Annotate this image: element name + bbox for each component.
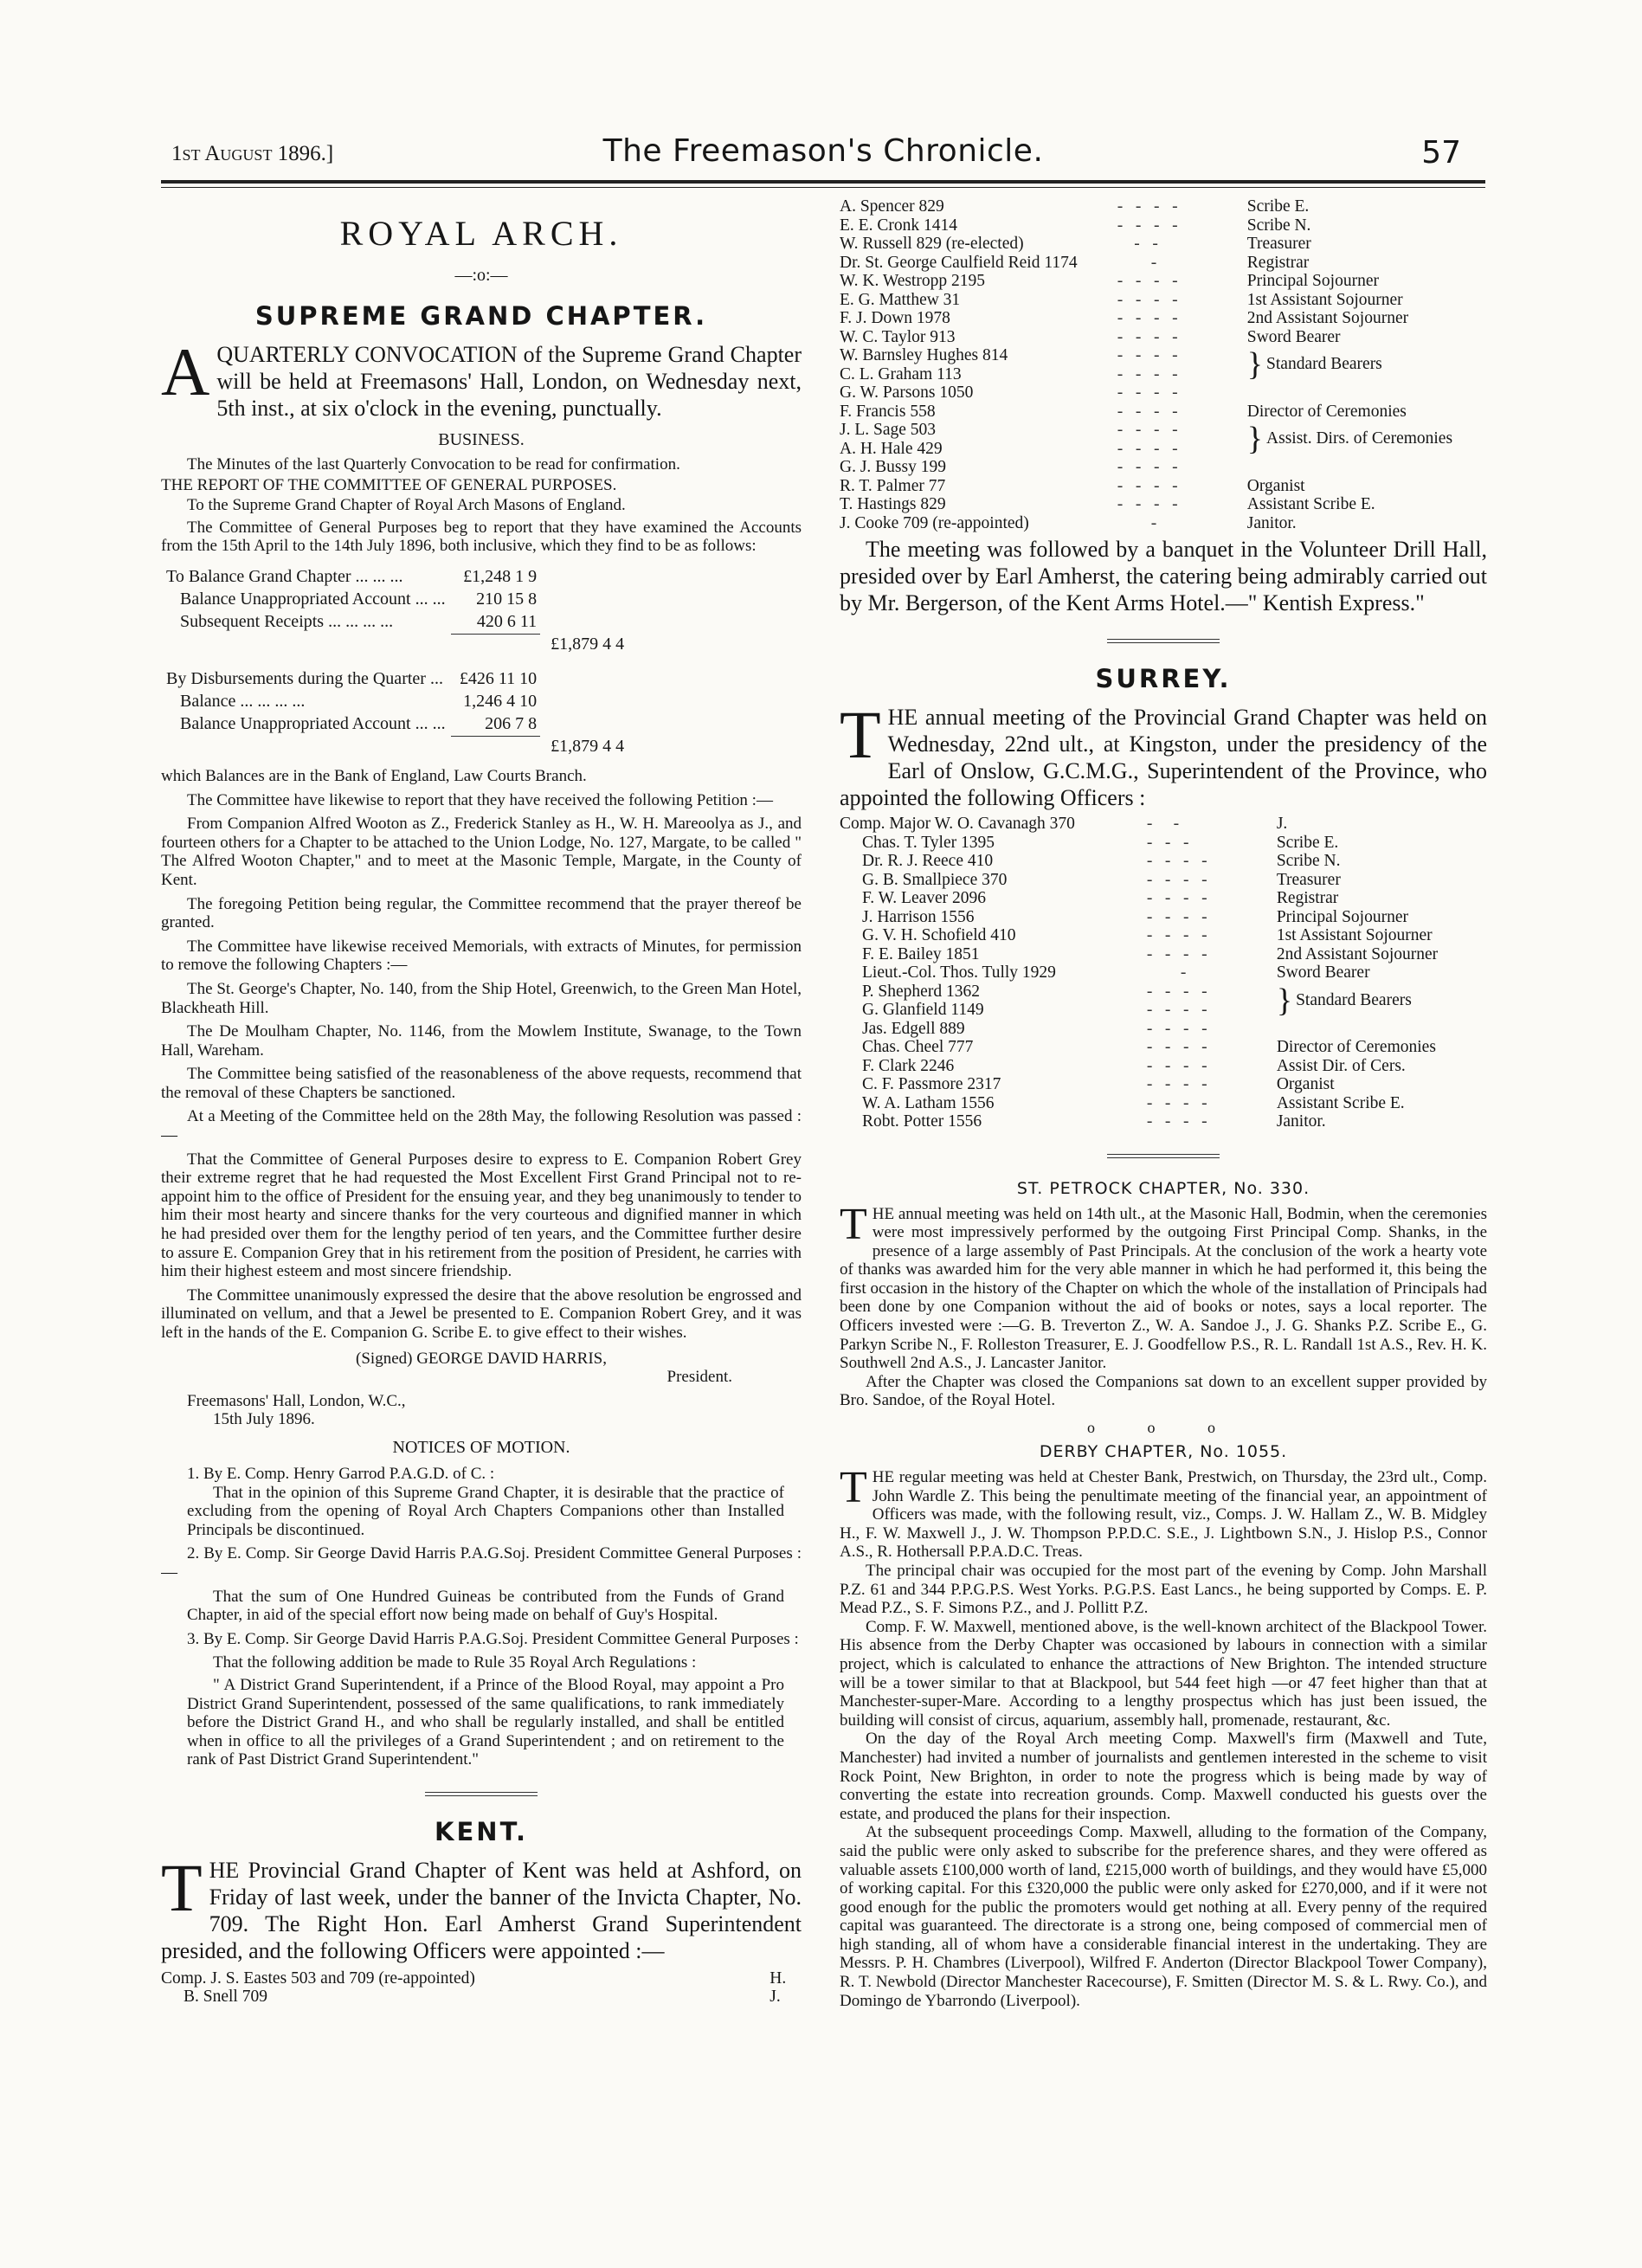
account-amount: 420 6 11 <box>476 611 538 631</box>
derby-paragraph: Comp. F. W. Maxwell, mentioned above, is the well-known architect of the Blackpool Tower. His absence from the Derby Chapter was occasioned by labours in connection with a similar project, which is calculated to enhance the attractions of New Brighton. The intended structure will be a tower similar to that at Blackpool, but 544 feet high —or 47 feet higher than that at Manchester-super-Mare. According to a lengthy prospectus which has just been issued, the building will consist of circus, aquarium, assembly hall, promenade, restaurant, &c. <box>840 1617 1487 1730</box>
table-row: E. G. Matthew 31 - - - - 1st Assistant Sojourner <box>840 291 1487 310</box>
surrey-heading: SURREY. <box>1095 664 1232 693</box>
officer-office: Scribe E. <box>1276 833 1339 852</box>
table-row <box>161 1988 802 2007</box>
paragraph: The St. George's Chapter, No. 140, from the Ship Hotel, Greenwich, to the Green Man Hotel, Blackheath Hill. <box>161 979 802 1017</box>
table-row: J. L. Sage 503 A. H. Hale 429 G. J. Bussy 199 - - - - - - - - - - - - } Assist. Dirs. of Ceremonies <box>840 421 1453 476</box>
motion-text: That the sum of One Hundred Guineas be contributed from the Funds of Grand Chapter, in aid of the special effort now being made on behalf of Guy's Hospital. <box>187 1587 784 1625</box>
supreme-grand-chapter-heading: SUPREME GRAND CHAPTER. <box>254 301 708 331</box>
paragraph: The foregoing Petition being regular, the Committee recommend that the prayer thereof be granted. <box>161 894 802 932</box>
officer-office: Principal Sojourner <box>1276 907 1408 926</box>
officer-name: G. W. Parsons 1050 <box>840 383 974 402</box>
officer-office: Organist <box>1276 1075 1335 1093</box>
table-row: W. A. Latham 1556 - - - - Assistant Scribe E. <box>840 1094 1487 1113</box>
officer-name: B. Snell 709 <box>184 1988 267 2007</box>
table-row: F. E. Bailey 1851 - - - - 2nd Assistant Sojourner <box>840 945 1487 964</box>
officer-office: 2nd Assistant Sojourner <box>1246 309 1409 327</box>
table-row: W. Barnsley Hughes 814 C. L. Graham 113 G. W. Parsons 1050 - - - - - - - - - - - - } Standard Bearers <box>840 346 1382 402</box>
table-row: G. V. H. Schofield 410 - - - - 1st Assistant Sojourner <box>840 926 1487 945</box>
officer-name: G. J. Bussy 199 <box>840 458 946 476</box>
table-row: Dr. St. George Caulfield Reid 1174 - Registrar <box>840 254 1487 273</box>
table-row: Robt. Potter 1556 - - - - Janitor. <box>840 1112 1487 1131</box>
officer-office: 2nd Assistant Sojourner <box>1276 944 1439 963</box>
bank-line: which Balances are in the Bank of England, Law Courts Branch. <box>161 766 587 785</box>
officer-name: F. E. Bailey 1851 <box>862 944 980 963</box>
right-column <box>840 197 1487 2214</box>
table-row: F. W. Leaver 2096 - - - - Registrar <box>840 889 1487 908</box>
disbursements-total: £1,879 4 4 <box>551 736 625 756</box>
officer-office: Treasurer <box>1276 870 1341 889</box>
signature: (Signed) GEORGE DAVID HARRIS, <box>356 1349 607 1368</box>
officer-name: G. Glanfield 1149 <box>862 1001 984 1019</box>
table-row: Chas. Cheel 777 - - - - Director of Ceremonies <box>840 1038 1487 1057</box>
paragraph: The Committee have likewise received Memorials, with extracts of Minutes, for permission to remove the following Chapters :— <box>161 937 802 975</box>
table-row: A. Spencer 829 - - - - Scribe E. <box>840 197 1487 216</box>
table-row <box>163 691 628 712</box>
officer-name: F. J. Down 1978 <box>840 309 950 327</box>
table-row: F. Francis 558 - - - - Director of Ceremonies <box>840 403 1487 422</box>
officer-name: P. Shepherd 1362 <box>862 982 980 1001</box>
separator-dots: o o o <box>1087 1419 1240 1437</box>
table-row: J. Harrison 1556 - - - - Principal Sojourner <box>840 908 1487 927</box>
officer-name: W. Russell 829 (re-elected) <box>840 235 1024 253</box>
motion-mover: 1. By E. Comp. Henry Garrod P.A.G.D. of C. : <box>187 1464 495 1483</box>
officer-name: Robt. Potter 1556 <box>862 1112 982 1131</box>
motion-mover: 3. By E. Comp. Sir George David Harris P.A.G.Soj. President Committee General Purposes : <box>187 1629 799 1648</box>
page-number: 57 <box>1421 135 1461 171</box>
officer-name: E. E. Cronk 1414 <box>840 216 957 235</box>
table-row: W. Russell 829 (re-elected) - - Treasurer <box>840 235 1487 254</box>
report-heading: THE REPORT OF THE COMMITTEE OF GENERAL PURPOSES. <box>161 475 617 494</box>
officer-name: E. G. Matthew 31 <box>840 290 961 309</box>
officer-office: 1st Assistant Sojourner <box>1276 926 1433 944</box>
left-column <box>161 197 802 2214</box>
paragraph: At a Meeting of the Committee held on the 28th May, the following Resolution was passed :— <box>161 1107 802 1145</box>
paragraph: The Committee unanimously expressed the desire that the above resolution be engrossed and illuminated on vellum, and that a Jewel be presented to E. Companion Robert Grey, and it was left in the hands of the E. Companion G. Scribe E. to give effect to their wishes. <box>161 1285 802 1342</box>
table-row <box>163 634 628 654</box>
officer-name: Comp. Major W. O. Cavanagh 370 <box>840 815 1075 833</box>
accounts-intro: The Committee of General Purposes beg to report that they have examined the Accounts from the 15th April to the 14th July 1896, both inclusive, which they find to be as follows: <box>161 518 802 556</box>
officer-name: W. C. Taylor 913 <box>840 327 956 346</box>
officer-name: J. Cooke 709 (re-appointed) <box>840 513 1029 532</box>
officer-name: R. T. Palmer 77 <box>840 476 946 495</box>
account-amount: 1,246 4 10 <box>463 691 538 711</box>
officer-name: Comp. J. S. Eastes 503 and 709 (re-appointed) <box>161 1968 475 1988</box>
officer-office: Janitor. <box>1246 513 1297 532</box>
table-row: Comp. Major W. O. Cavanagh 370 - - J. <box>840 815 1487 834</box>
officer-office: Assistant Scribe E. <box>1246 495 1375 513</box>
table-row: P. Shepherd 1362 G. Glanfield 1149 Jas. Edgell 889 - - - - - - - - - - - - } Standard Bearers <box>862 982 1412 1038</box>
table-row: Dr. R. J. Reece 410 - - - - Scribe N. <box>840 852 1487 871</box>
account-label: Balance ... ... ... ... <box>180 691 306 711</box>
officer-office: Standard Bearers <box>1266 355 1382 374</box>
officer-office: Director of Ceremonies <box>1276 1038 1436 1056</box>
officer-office: H. <box>769 1968 787 1988</box>
officer-name: T. Hastings 829 <box>840 495 946 513</box>
table-row: E. E. Cronk 1414 - - - - Scribe N. <box>840 216 1487 235</box>
officer-name: J. Harrison 1556 <box>862 907 975 926</box>
officer-office: Assist Dir. of Cers. <box>1276 1056 1406 1075</box>
officer-office: Assistant Scribe E. <box>1276 1093 1405 1112</box>
receipts-total: £1,879 4 4 <box>551 634 625 654</box>
paragraph: The Committee being satisfied of the reasonableness of the above requests, recommend that the removal of these Chapters be sanctioned. <box>161 1065 802 1102</box>
surrey-officers-table <box>840 815 1487 1131</box>
table-row: C. F. Passmore 2317 - - - - Organist <box>840 1075 1487 1094</box>
officer-name: F. W. Leaver 2096 <box>862 889 987 907</box>
minutes-line: The Minutes of the last Quarterly Convocation to be read for confirmation. <box>187 455 680 474</box>
officer-office: Registrar <box>1276 889 1339 907</box>
account-label: To Balance Grand Chapter ... ... ... <box>166 566 403 586</box>
officer-name: F. Clark 2246 <box>862 1056 955 1075</box>
officer-name: J. L. Sage 503 <box>840 421 937 439</box>
table-row: Lieut.-Col. Thos. Tully 1929 - Sword Bearer <box>840 963 1487 983</box>
officer-office: Director of Ceremonies <box>1246 402 1407 421</box>
account-label: By Disbursements during the Quarter ... <box>166 668 443 688</box>
account-label: Balance Unappropriated Account ... ... <box>180 713 446 733</box>
officer-name: Chas. T. Tyler 1395 <box>862 833 995 852</box>
account-amount: 210 15 8 <box>476 589 538 609</box>
report-addressee: To the Supreme Grand Chapter of Royal Arch Masons of England. <box>187 496 626 515</box>
officer-office: Janitor. <box>1276 1112 1326 1131</box>
officer-name: W. Barnsley Hughes 814 <box>840 346 1008 364</box>
officer-office: Scribe N. <box>1276 852 1341 870</box>
section-divider <box>1107 1154 1220 1158</box>
kent-intro: THE Provincial Grand Chapter of Kent was held at Ashford, on Friday of last week, under the banner of the Invicta Chapter, No. 709. The Right Hon. Earl Amherst Grand Superintendent presided, and the following Officers were appointed :— <box>161 1849 802 1963</box>
motion-text: That in the opinion of this Supreme Grand Chapter, it is desirable that the practice of excluding from the opening of Royal Arch Chapters Companions other than Installed Principals be discontinued. <box>187 1483 784 1539</box>
officer-office: Organist <box>1246 476 1305 495</box>
officer-name: A. Spencer 829 <box>840 197 944 216</box>
table-row <box>161 1969 802 1988</box>
section-divider <box>1107 639 1220 643</box>
officer-office: Treasurer <box>1246 235 1311 253</box>
account-amount: £426 11 10 <box>459 668 538 688</box>
table-row: W. K. Westropp 2195 - - - - Principal Sojourner <box>840 272 1487 291</box>
surrey-intro: THE annual meeting of the Provincial Grand Chapter was held on Wednesday, 22nd ult., at Kingston, under the presidency of the Earl of Onslow, G.C.M.G., Superintendent of the Province, who appointed the following Officers : <box>840 697 1487 810</box>
st-petrock-supper: After the Chapter was closed the Companions sat down to an excellent supper provided by Bro. Sandoe, of the Royal Hotel. <box>840 1372 1487 1410</box>
officer-office: Registrar <box>1246 253 1310 272</box>
officer-office: Scribe N. <box>1246 216 1311 235</box>
officer-name: F. Francis 558 <box>840 402 936 421</box>
table-row <box>163 668 628 689</box>
officer-name: W. A. Latham 1556 <box>862 1093 995 1112</box>
kent-banquet: The meeting was followed by a banquet in the Volunteer Drill Hall, presided over by Earl Amherst, the catering being admirably carried out by Mr. Bergerson, of the Kent Arms Hotel.—" Kentish Express." <box>840 537 1487 615</box>
table-row: F. Clark 2246 - - - - Assist Dir. of Cers. <box>840 1057 1487 1076</box>
st-petrock-heading: ST. PETROCK CHAPTER, No. 330. <box>1016 1178 1310 1198</box>
officer-office: 1st Assistant Sojourner <box>1246 290 1403 309</box>
ornament: —:o:— <box>454 266 508 285</box>
header-rule-thick <box>161 180 1485 184</box>
paragraph: The De Moulham Chapter, No. 1146, from the Mowlem Institute, Swanage, to the Town Hall, Wareham. <box>161 1022 802 1060</box>
motion-text: That the following addition be made to Rule 35 Royal Arch Regulations : <box>213 1653 697 1672</box>
header-rule-thin <box>161 187 1485 188</box>
derby-paragraph: On the day of the Royal Arch meeting Comp. Maxwell's firm (Maxwell and Tute, Manchester) had invited a number of journalists and gentlemen interested in the scheme to visit Rock Point, New Brighton, in order to note the progress which is being made by way of converting the estate into recreation grounds. Comp. Maxwell conducted his guests over the estate, and produced the plans for their inspection. <box>840 1730 1487 1823</box>
account-label: Subsequent Receipts ... ... ... ... <box>180 611 394 631</box>
paragraph: That the Committee of General Purposes desire to express to E. Companion Robert Grey their extreme regret that he had requested the Most Excellent First Grand Principal not to re-appoint him to the office of President for the ensuing year, and they beg unanimously to tender to him their most hearty and sincere thanks for the very courteous and dignified manner in which he had presided over them for the lengthy period of ten years, and the Committee further desire to assure E. Companion Grey that in his retirement from the position of President, he carries with him their highest esteem and most sincere friendship. <box>161 1150 802 1281</box>
table-row <box>163 713 628 734</box>
officer-office: J. <box>769 1988 781 2007</box>
officer-name: C. F. Passmore 2317 <box>862 1075 1001 1093</box>
notices-heading: NOTICES OF MOTION. <box>392 1437 570 1457</box>
derby-paragraph: THE regular meeting was held at Chester Bank, Prestwich, on Thursday, the 23rd ult., Comp. John Wardle Z. This being the penultimate meeting of the financial year, an appointment of Officers was made, with the following result, viz., Comps. J. W. Hallam Z., W. B. Midgley H., F. W. Maxwell J., J. W. Thompson P.P.D.C. S.E., J. Lightbown S.N., J. Hislop P.S., Connor A.S., R. Hothersall P.P.A.D.C. Treas. <box>840 1463 1487 1562</box>
table-row: W. C. Taylor 913 - - - - Sword Bearer <box>840 328 1487 347</box>
officer-name: W. K. Westropp 2195 <box>840 272 985 290</box>
officer-name: A. H. Hale 429 <box>840 439 943 458</box>
table-row: J. Cooke 709 (re-appointed) - Janitor. <box>840 514 1487 533</box>
derby-heading: DERBY CHAPTER, No. 1055. <box>1039 1442 1288 1462</box>
officer-office: Sword Bearer <box>1246 327 1341 346</box>
officer-office: Principal Sojourner <box>1246 272 1379 290</box>
table-row: G. B. Smallpiece 370 - - - - Treasurer <box>840 871 1487 890</box>
derby-paragraph: The principal chair was occupied for the most part of the evening by Comp. John Marshall P.Z. 61 and 344 P.P.G.P.S. West Yorks. P.G.P.S. East Lancs., he being supported by Comps. E. P. Mead P.Z., S. F. Simons P.Z., and J. Pollitt P.Z. <box>840 1562 1487 1618</box>
officer-name: Chas. Cheel 777 <box>862 1038 974 1056</box>
table-row <box>163 736 628 757</box>
royal-arch-title: ROYAL ARCH. <box>339 214 623 253</box>
dateline-date: 15th July 1896. <box>213 1410 315 1429</box>
officer-office: J. <box>1276 815 1288 833</box>
table-row <box>163 611 628 632</box>
table-row <box>163 566 628 587</box>
accounts-table <box>161 564 629 758</box>
paragraph: From Companion Alfred Wooton as Z., Frederick Stanley as H., W. H. Mareoolya as J., and fourteen others for a Chapter to be attached to the Union Lodge, No. 127, Margate, to be called " The Alfred Wooton Chapter," and to meet at the Masonic Temple, Margate, in the County of Kent. <box>161 815 802 889</box>
kent-heading: KENT. <box>435 1816 528 1846</box>
derby-paragraph: At the subsequent proceedings Comp. Maxwell, alluding to the formation of the Company, said the public were only asked to subscribe for the preference shares, and they were offered as valuable assets £100,000 worth of land, £215,000 worth of buildings, and they would have £5,000 of working capital. For this £320,000 the public were only asked for £270,000, and if it were not good enough for the public the promoters would get nothing at all. Every penny of the required capital was guaranteed. The directorate is a strong one, being composed of commercial men of high standing, all of whom have a considerable financial interest in the undertaking. They are Messrs. P. H. Chambres (Liverpool), Wilfred F. Anderton (Director Blackpool Tower Company), R. T. Newbold (Director Manchester Racecourse), F. Smitten (Director M. S. & L. Rwy. Co.), and Domingo de Ybarrondo (Liverpool). <box>840 1823 1487 2010</box>
officer-office: Sword Bearer <box>1276 963 1370 982</box>
motion-mover: 2. By E. Comp. Sir George David Harris P.A.G.Soj. President Committee General Purposes :— <box>161 1544 802 1582</box>
kent-officers-start <box>161 1969 802 2007</box>
table-row: R. T. Palmer 77 - - - - Organist <box>840 477 1487 496</box>
convocation-notice: AQUARTERLY CONVOCATION of the Supreme Grand Chapter will be held at Freemasons' Hall, London, on Wednesday next, 5th inst., at six o'clock in the evening, punctually. <box>161 334 802 421</box>
kent-officers-table <box>840 197 1487 532</box>
table-row: Chas. T. Tyler 1395 - - - Scribe E. <box>840 834 1487 853</box>
officer-name: Lieut.-Col. Thos. Tully 1929 <box>862 963 1056 982</box>
account-amount: £1,248 1 9 <box>463 566 538 586</box>
account-amount: 206 7 8 <box>485 713 538 733</box>
officer-name: Dr. R. J. Reece 410 <box>862 852 994 870</box>
page-header <box>161 130 1485 180</box>
brace-icon: } <box>1276 982 1293 1019</box>
brace-icon: } <box>1246 346 1264 383</box>
officer-office: Assist. Dirs. of Ceremonies <box>1266 429 1453 448</box>
officer-name: Dr. St. George Caulfield Reid 1174 <box>840 253 1078 272</box>
officer-name: G. B. Smallpiece 370 <box>862 870 1008 889</box>
officer-name: C. L. Graham 113 <box>840 364 962 383</box>
table-row <box>163 589 628 609</box>
motion-quote: " A District Grand Superintendent, if a Prince of the Blood Royal, may appoint a Pro District Grand Superintendent, possessed of the same qualifications, to rank immediately before the District Grand H., and who shall be regularly installed, and shall be entitled when in office to all the privileges of a Grand Superintendent ; and on retirement to the rank of Past District Grand Superintendent." <box>187 1675 784 1769</box>
officer-name: G. V. H. Schofield 410 <box>862 926 1016 944</box>
section-divider <box>425 1792 538 1796</box>
officer-office: Scribe E. <box>1246 197 1310 216</box>
officer-office: Standard Bearers <box>1296 990 1412 1009</box>
st-petrock-report: THE annual meeting was held on 14th ult., at the Masonic Hall, Bodmin, when the ceremonies were most impressively performed by the outgoing First Principal Comp. Shanks, in the presence of a large assembly of Past Principals. At the conclusion of the work a hearty vote of thanks was awarded him for the very able manner in which he had performed it, this being the first occasion in the history of the Chapter on which the whole of the installation of Principals had been done by one Companion without the aid of books or notes, says a local reporter. The Officers invested were :—G. B. Treverton Z., W. A. Sandoe J., J. G. Shanks P.Z. Scribe E., G. Parkyn Scribe N., F. Rolleston Treasurer, E. J. Goodfellow P.S., R. L. Randall 1st A.S., Rev. H. K. Southwell 2nd A.S., J. Lancaster Janitor. <box>840 1199 1487 1373</box>
signatory-title: President. <box>666 1368 732 1387</box>
account-label: Balance Unappropriated Account ... ... <box>180 589 446 609</box>
paragraph: The Committee have likewise to report that they have received the following Petition :— <box>187 790 773 809</box>
dateline-place: Freemasons' Hall, London, W.C., <box>187 1391 406 1410</box>
brace-icon: } <box>1246 421 1264 457</box>
officer-name: Jas. Edgell 889 <box>862 1019 965 1038</box>
table-row: F. J. Down 1978 - - - - 2nd Assistant Sojourner <box>840 309 1487 328</box>
issue-date: 1st August 1896.] <box>171 142 334 165</box>
table-row: T. Hastings 829 - - - - Assistant Scribe E. <box>840 495 1487 514</box>
business-heading: BUSINESS. <box>438 430 525 449</box>
masthead-title: The Freemason's Chronicle. <box>602 133 1044 169</box>
